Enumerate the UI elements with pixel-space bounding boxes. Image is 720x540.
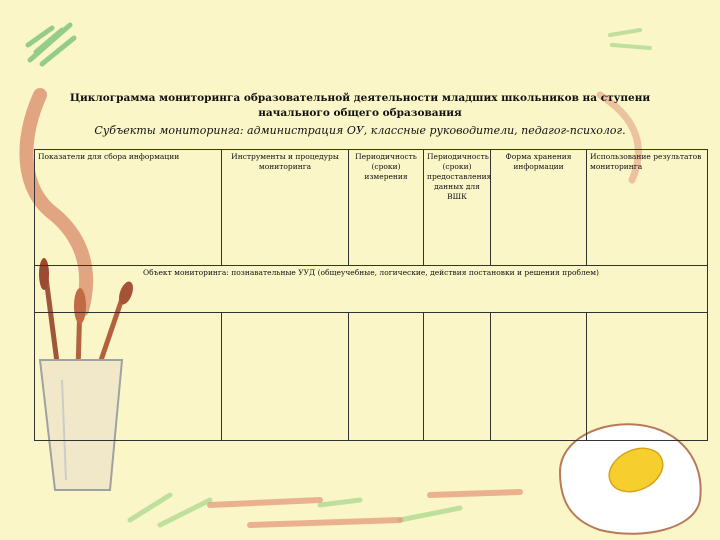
- table-cell: [587, 313, 708, 441]
- header-row: [35, 150, 708, 266]
- green-leaf-top-right: [610, 30, 650, 48]
- page-title: Циклограмма мониторинга образовательной деятельности младших школьников на ступени начального общего образования: [69, 92, 651, 119]
- header-indicators: Показатели для сбора информации: [35, 150, 222, 266]
- object-row: [35, 266, 708, 313]
- table-cell: [491, 313, 587, 441]
- header-measure-periodicity: Периодичность (сроки) измерения: [349, 150, 424, 266]
- object-row-text: Объект мониторинга: познавательные УУД (общеучебные, логические, действия постановки и решения проблем): [35, 266, 708, 313]
- table-cell: [349, 313, 424, 441]
- header-results-usage: Использование результатов мониторинга: [587, 150, 708, 266]
- green-leaf-top-left: [28, 25, 74, 64]
- header-report-periodicity: Периодичность (сроки) предоставления данных для ВШК: [424, 150, 491, 266]
- table-cell: [222, 313, 349, 441]
- header-instruments: Инструменты и процедуры мониторинга: [222, 150, 349, 266]
- header-storage-form: Форма хранения информации: [491, 150, 587, 266]
- orange-strokes-bottom: [210, 492, 520, 525]
- page-subtitle: Субъекты мониторинга: администрация ОУ, классные руководители, педагог-психолог.: [94, 124, 626, 137]
- monitoring-table: [34, 149, 708, 441]
- table-row: [35, 313, 708, 441]
- table-cell: [35, 313, 222, 441]
- table-cell: [424, 313, 491, 441]
